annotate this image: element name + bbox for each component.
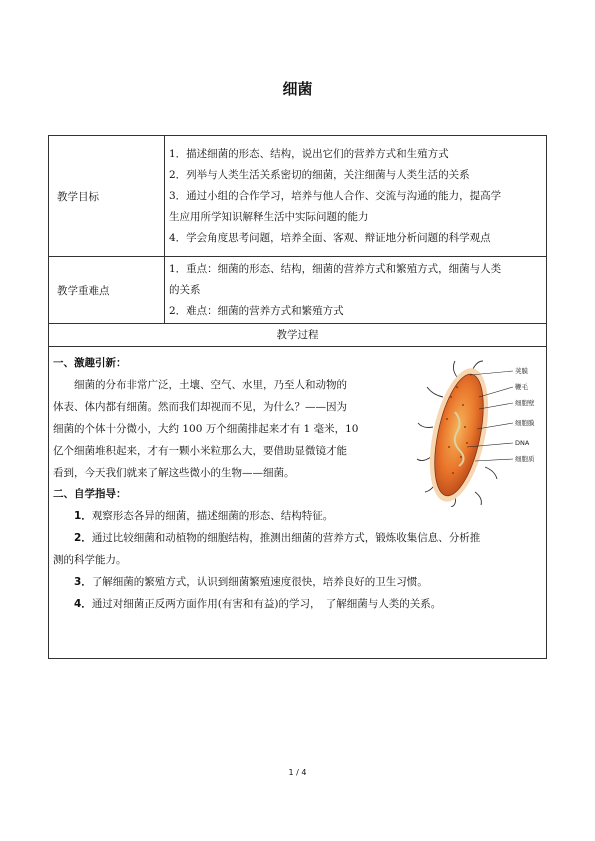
- process-header-row: [49, 324, 547, 347]
- step-text: 通过对细菌正反两方面作用(有害和有益)的学习， 了解细菌与人类的关系。: [91, 598, 442, 610]
- step-text: 观察形态各异的细菌，描述细菌的形态、结构特征。: [91, 510, 334, 522]
- process-label: 教学过程: [49, 324, 547, 347]
- objective-item: 3．通过小组的合作学习，培养与他人合作、交流与沟通的能力，提高学: [169, 189, 502, 202]
- intro-line: 亿个细菌堆积起来，才有一颗小米粒那么大，要借助显微镜才能: [53, 445, 347, 457]
- page-title: 细菌: [282, 80, 313, 98]
- step-item: [53, 505, 542, 527]
- step-item: [53, 549, 542, 571]
- key-point-item: 2．难点：细菌的营养方式和繁殖方式: [169, 304, 344, 317]
- figure-label: DNA: [515, 439, 530, 447]
- objective-item: 4．学会角度思考问题，培养全面、客观、辩证地分析问题的科学观点: [169, 231, 491, 244]
- objectives-label: 教学目标: [49, 136, 165, 257]
- lesson-plan-table: [48, 135, 547, 659]
- step-number: 4．: [74, 598, 92, 610]
- figure-label: 荚膜: [515, 367, 528, 375]
- intro-line: 看到，今天我们就来了解这些微小的生物——细菌。: [53, 467, 295, 479]
- intro-paragraph: [53, 374, 388, 484]
- figure-label: 鞭毛: [515, 383, 528, 391]
- step-text: 测的科学能力。: [53, 554, 127, 566]
- step-item: [53, 593, 542, 615]
- step-number: 1．: [74, 510, 92, 522]
- step-item: [53, 571, 542, 593]
- objectives-content: [165, 136, 547, 257]
- process-content: [49, 347, 547, 659]
- objective-item: 2．列举与人类生活关系密切的细菌，关注细菌与人类生活的关系: [169, 168, 470, 181]
- step-number: 3．: [74, 576, 92, 588]
- key-point-item: 1．重点：细菌的形态、结构，细菌的营养方式和繁殖方式，细菌与人类: [169, 262, 502, 275]
- figure-label: 细胞壁: [515, 399, 535, 407]
- step-item: [53, 527, 542, 549]
- key-points-content: [165, 257, 547, 324]
- step-number: 2．: [74, 532, 92, 544]
- objective-item: 1．描述细菌的形态、结构，说出它们的营养方式和生殖方式: [169, 147, 449, 160]
- bacteria-diagram: [415, 357, 545, 507]
- page-number: 1 / 4: [288, 768, 307, 777]
- process-body-row: [49, 347, 547, 659]
- intro-line: 体表、体内都有细菌。然而我们却视而不见，为什么？——因为: [53, 401, 347, 413]
- intro-line: 细菌的个体十分微小，大约 100 万个细菌排起来才有 1 毫米，10: [53, 423, 359, 435]
- objective-item: 生应用所学知识解释生活中实际问题的能力: [169, 210, 369, 223]
- figure-label: 细胞质: [515, 455, 535, 463]
- intro-line: 细菌的分布非常广泛，土壤、空气、水里，乃至人和动物的: [74, 379, 347, 391]
- step-text: 通过比较细菌和动植物的细胞结构，推测出细菌的营养方式，锻炼收集信息、分析推: [91, 532, 481, 544]
- objectives-row: [49, 136, 547, 257]
- key-points-row: [49, 257, 547, 324]
- key-point-item: 的关系: [169, 283, 201, 296]
- key-points-label: 教学重难点: [49, 257, 165, 324]
- figure-label: 细胞膜: [515, 419, 535, 427]
- section-heading: 二、自学指导：: [53, 488, 127, 500]
- section-heading: 一、激趣引新：: [53, 357, 127, 369]
- step-text: 了解细菌的繁殖方式，认识到细菌繁殖速度很快，培养良好的卫生习惯。: [91, 576, 428, 588]
